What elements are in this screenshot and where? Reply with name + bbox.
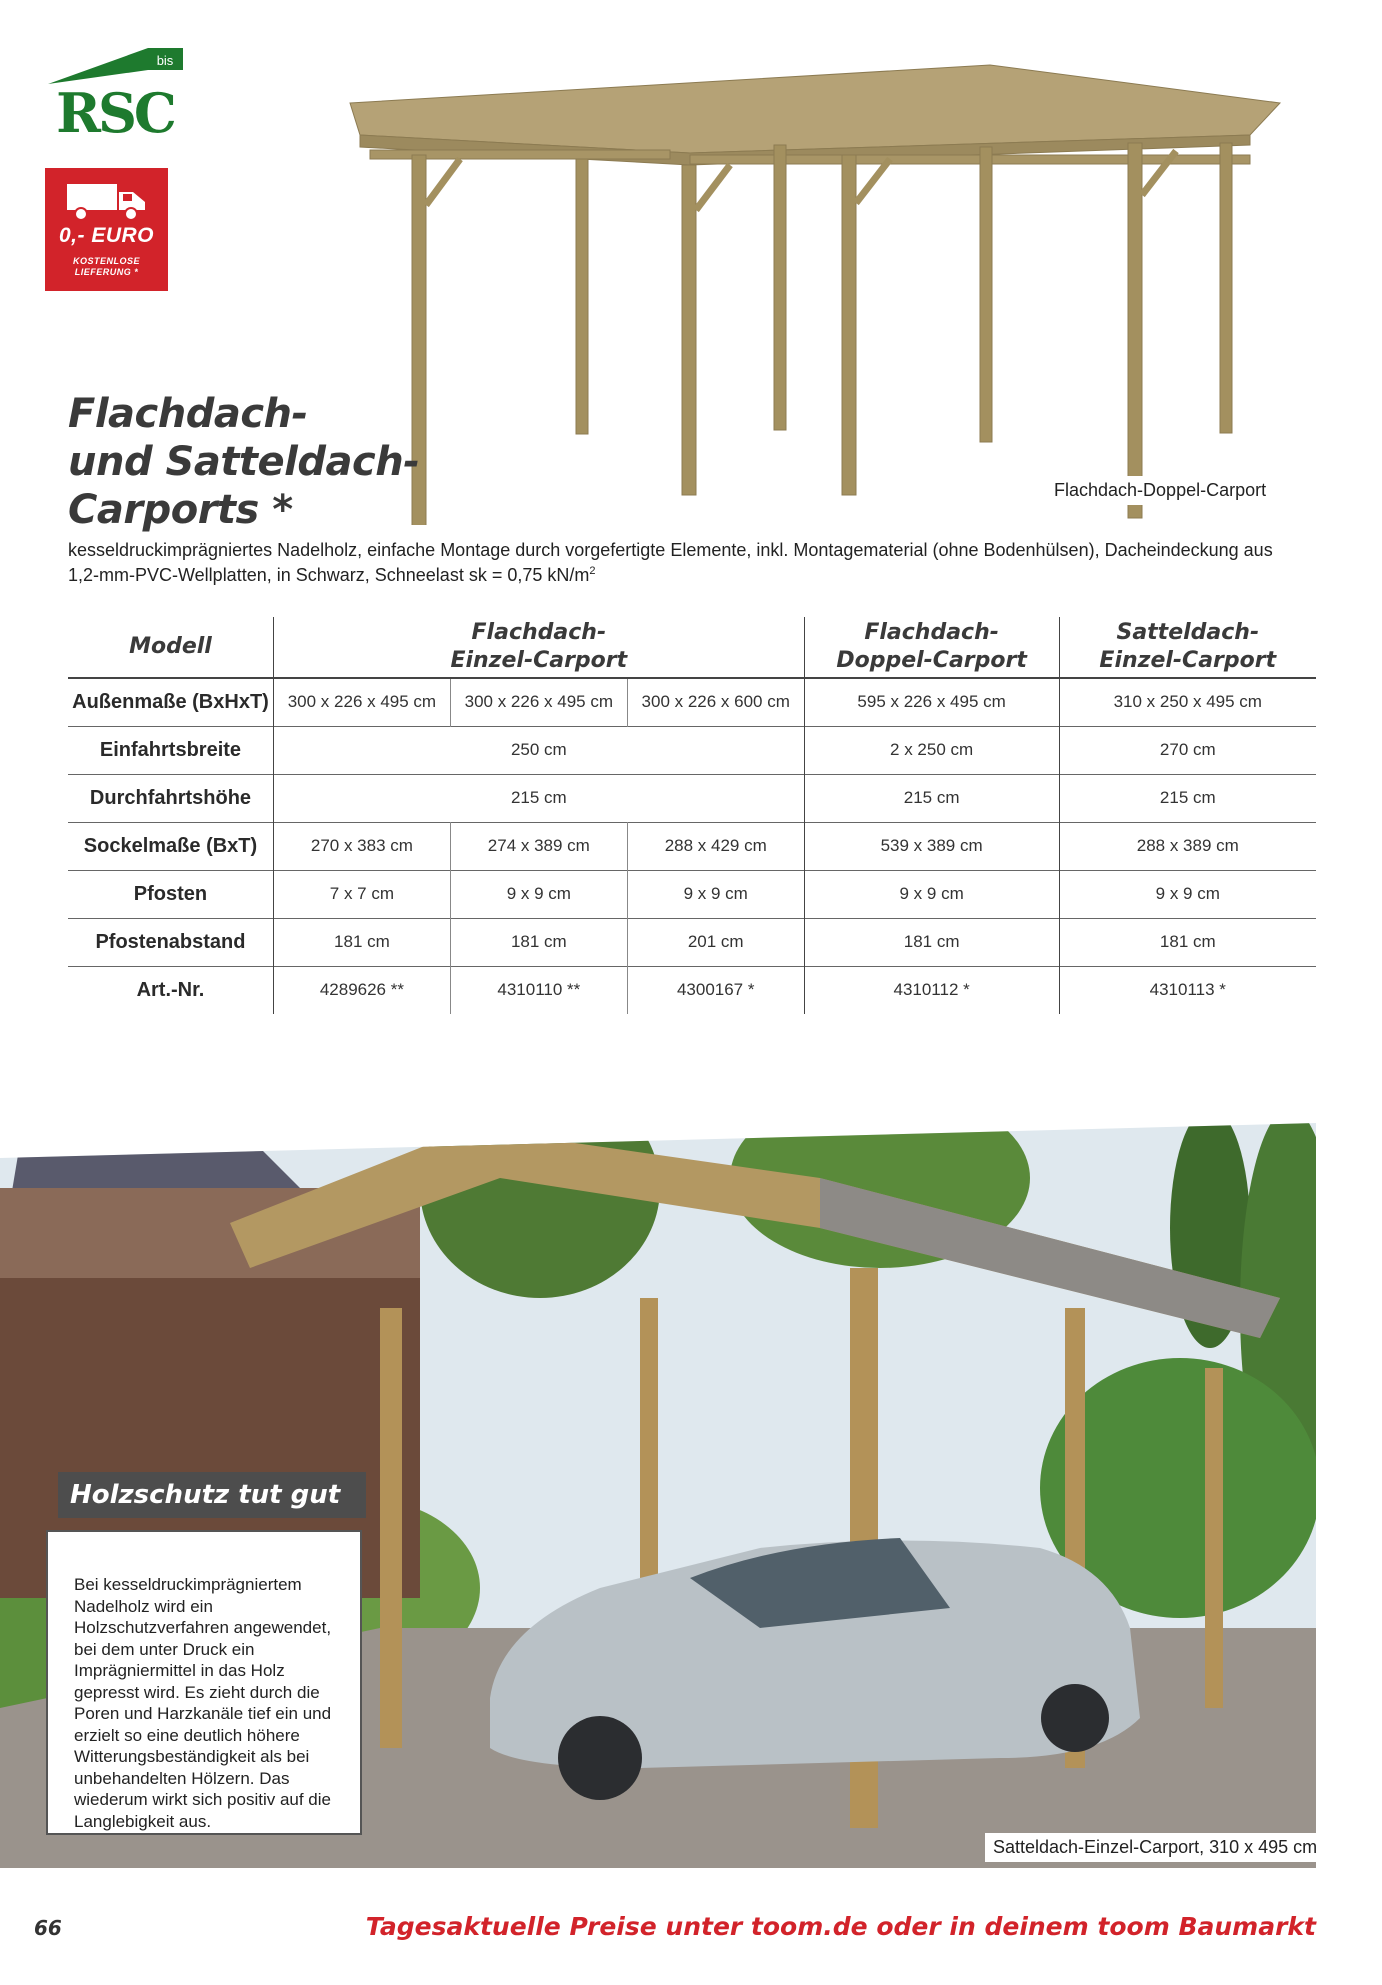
table-cell: 181 cm (450, 918, 627, 966)
table-cell: 300 x 226 x 495 cm (273, 678, 450, 726)
header-flat-double-line-1: Flachdach- (864, 620, 999, 645)
table-cell: 181 cm (804, 918, 1059, 966)
table-cell: 4310110 ** (450, 966, 627, 1014)
row-label: Pfostenabstand (95, 930, 246, 953)
rsc-logo (48, 48, 183, 138)
title-line-2: und Satteldach- (68, 439, 420, 485)
table-cell: 595 x 226 x 495 cm (804, 678, 1059, 726)
header-flat-single (273, 617, 804, 678)
table-cell: 4310112 * (804, 966, 1059, 1014)
table-row (68, 678, 1316, 726)
product-description (68, 540, 1288, 586)
table-row (68, 774, 1316, 822)
table-cell: 300 x 226 x 495 cm (450, 678, 627, 726)
table-cell: 539 x 389 cm (804, 822, 1059, 870)
description-text: kesseldruckimprägniertes Nadelholz, einfache Montage durch vorgefertigte Elemente, inkl. Montagematerial (ohne Bodenhülsen), Dacheindeckung aus 1,2-mm-PVC-Wellplatten, in Schwarz, Schneelast sk = 0,75 kN/m (68, 540, 1273, 585)
header-flat-double (804, 617, 1059, 678)
page-number: 66 (34, 1916, 62, 1940)
table-cell: 4289626 ** (273, 966, 450, 1014)
badge-price: 0,- EURO (58, 224, 154, 247)
flat-roof-double-carport-image (330, 55, 1290, 525)
row-label: Einfahrtsbreite (99, 738, 242, 761)
photo-caption: Satteldach-Einzel-Carport, 310 x 495 cm (985, 1833, 1325, 1862)
table-row (68, 966, 1316, 1014)
free-delivery-badge (45, 168, 168, 291)
table-cell: 215 cm (1059, 774, 1316, 822)
table-cell: 215 cm (273, 774, 804, 822)
table-cell: 215 cm (804, 774, 1059, 822)
table-cell: 310 x 250 x 495 cm (1059, 678, 1316, 726)
info-box-heading: Holzschutz tut gut (58, 1472, 366, 1518)
header-flat-double-line-2: Doppel-Carport (836, 648, 1027, 673)
table-cell: 270 x 383 cm (273, 822, 450, 870)
row-label: Durchfahrtshöhe (89, 786, 252, 809)
top-image-caption: Flachdach-Doppel-Carport (1046, 476, 1274, 505)
specification-table (68, 617, 1316, 1014)
page-title (68, 390, 419, 534)
info-box (46, 1530, 362, 1835)
logo-letters: RSC (56, 81, 174, 138)
title-line-1: Flachdach- (68, 391, 308, 437)
table-cell: 288 x 429 cm (627, 822, 804, 870)
footer-slogan: Tagesaktuelle Preise unter toom.de oder in deinem toom Baumarkt (365, 1912, 1316, 1941)
table-cell: 2 x 250 cm (804, 726, 1059, 774)
table-cell: 9 x 9 cm (450, 870, 627, 918)
table-cell: 7 x 7 cm (273, 870, 450, 918)
table-row (68, 918, 1316, 966)
badge-text (45, 256, 168, 278)
table-cell: 9 x 9 cm (627, 870, 804, 918)
table-cell: 270 cm (1059, 726, 1316, 774)
truck-icon (67, 182, 147, 222)
table-cell: 300 x 226 x 600 cm (627, 678, 804, 726)
title-line-3: Carports * (68, 487, 293, 533)
table-cell: 250 cm (273, 726, 804, 774)
header-flat-single-line-1: Flachdach- (471, 620, 607, 645)
row-label: Außenmaße (BxHxT) (72, 690, 269, 713)
table-cell: 181 cm (273, 918, 450, 966)
table-cell: 9 x 9 cm (1059, 870, 1316, 918)
header-gable-single-line-1: Satteldach- (1116, 620, 1260, 645)
row-label: Art.-Nr. (136, 978, 205, 1001)
table-row (68, 870, 1316, 918)
header-model: Modell (129, 634, 212, 659)
header-flat-single-line-2: Einzel-Carport (450, 648, 628, 673)
table-cell: 201 cm (627, 918, 804, 966)
table-cell: 288 x 389 cm (1059, 822, 1316, 870)
table-row (68, 822, 1316, 870)
header-gable-single (1059, 617, 1316, 678)
row-label: Sockelmaße (BxT) (83, 834, 258, 857)
header-gable-single-line-2: Einzel-Carport (1099, 648, 1277, 673)
badge-line-1: KOSTENLOSE (72, 256, 140, 266)
table-cell: 4310113 * (1059, 966, 1316, 1014)
logo-top-text: bis (156, 53, 174, 68)
badge-line-2: LIEFERUNG * (74, 267, 139, 277)
table-cell: 4300167 * (627, 966, 804, 1014)
table-cell: 274 x 389 cm (450, 822, 627, 870)
table-header-row (68, 617, 1316, 678)
table-cell: 9 x 9 cm (804, 870, 1059, 918)
table-cell: 181 cm (1059, 918, 1316, 966)
info-box-text: Bei kesseldruckimprägniertem Nadelholz wird ein Holzschutzverfahren angewendet, bei dem unter Druck ein Imprägniermittel in das Holz gepresst wird. Es zieht durch die Poren und Harzkanäle tief ein und erzielt so eine deutlich höhere Witterungsbeständigkeit als bei unbehandelten Hölzern. Das wiederum wirkt sich positiv auf die Langlebigkeit aus. (74, 1575, 332, 1831)
description-superscript: 2 (589, 565, 596, 577)
row-label: Pfosten (133, 882, 208, 905)
table-row (68, 726, 1316, 774)
